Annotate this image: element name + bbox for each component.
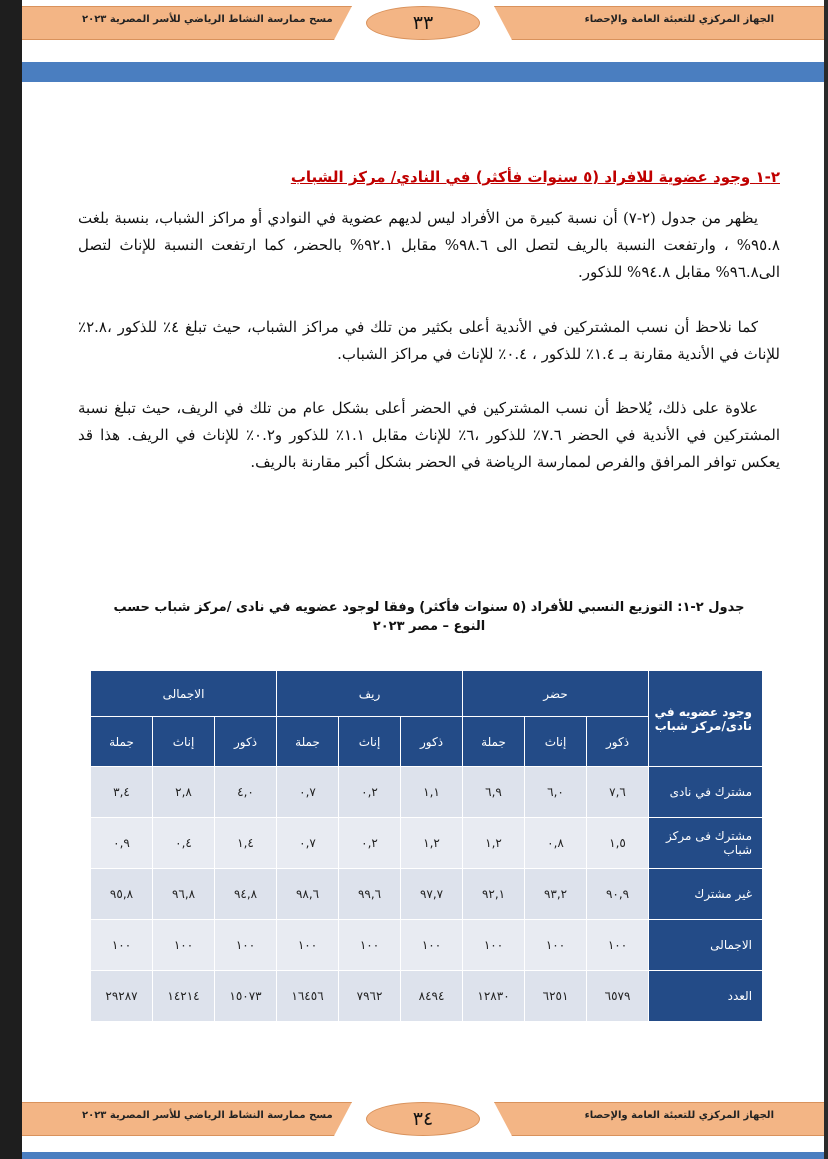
table-cell: ٧٩٦٢ <box>339 971 401 1022</box>
membership-table <box>90 670 763 1022</box>
body-paragraph-3: علاوة على ذلك، يُلاحظ أن نسب المشتركين في الحضر أعلى بشكل عام من تلك في الريف، حيث تبلغ نسبة المشتركين في الأندية في الحضر ٧.٦٪ للذكور ،٦٪ للإناث مقابل ١.١٪ للذكور و٠.٢٪ للإناث في الريف. هذا قد يعكس توافر المرافق والفرص لممارسة الرياضة في الحضر بشكل أكبر مقارنة بالريف. <box>78 399 781 471</box>
table-cell: ٩٤,٨ <box>215 869 277 920</box>
table-cell: ٩٥,٨ <box>91 869 153 920</box>
footer-agency-name: الجهاز المركزي للتعبئة العامة والإحصاء <box>584 1110 774 1121</box>
row-label: مشترك في نادى <box>649 767 763 818</box>
subheader-cell: إناث <box>153 717 215 767</box>
row-label: مشترك فى مركز شباب <box>649 818 763 869</box>
table-row <box>91 767 763 818</box>
table-cell: ٩٧,٧ <box>401 869 463 920</box>
table-cell: ١٤٢١٤ <box>153 971 215 1022</box>
group-header-rural: ريف <box>277 671 463 717</box>
table-cell: ٦٢٥١ <box>525 971 587 1022</box>
table-cell: ٢٩٢٨٧ <box>91 971 153 1022</box>
subheader-cell: ذكور <box>215 717 277 767</box>
table-cell: ١٠٠ <box>587 920 649 971</box>
table-cell: ٩٨,٦ <box>277 869 339 920</box>
footer-survey-title: مسح ممارسة النشاط الرياضي للأسر المصرية ٢٠٢٣ <box>82 1110 333 1121</box>
table-cell: ١,٥ <box>587 818 649 869</box>
table-cell: ٢,٨ <box>153 767 215 818</box>
table-row <box>91 869 763 920</box>
header-agency-name: الجهاز المركزي للتعبئة العامة والإحصاء <box>584 14 774 25</box>
table-cell: ١,٢ <box>401 818 463 869</box>
header-page-number: ٣٣ <box>366 6 480 40</box>
table-cell: ٩٩,٦ <box>339 869 401 920</box>
table-cell: ٠,٤ <box>153 818 215 869</box>
body-paragraph-2: كما نلاحظ أن نسب المشتركين في الأندية أعلى بكثير من تلك في مراكز الشباب، حيث تبلغ ٤٪ للذكور ،٢.٨٪ للإناث في الأندية مقارنة بـ ١.٤٪ للذكور ، ٠.٤٪ للإناث في مراكز الشباب. <box>78 318 780 363</box>
table-cell: ١٠٠ <box>91 920 153 971</box>
table-caption: جدول ٢-١: التوزيع النسبي للأفراد (٥ سنوات فأكثر) وفقا لوجود عضويه في نادى /مركز شباب حسب النوع – مصر ٢٠٢٣ <box>113 600 745 634</box>
table-cell: ١٠٠ <box>525 920 587 971</box>
table-cell: ١٠٠ <box>339 920 401 971</box>
footer-blue-bar <box>22 1152 824 1159</box>
table-cell: ١٠٠ <box>463 920 525 971</box>
header-survey-title: مسح ممارسة النشاط الرياضي للأسر المصرية ٢٠٢٣ <box>82 14 333 25</box>
subheader-cell: جملة <box>91 717 153 767</box>
table-corner-header: وجود عضويه في نادى/مركز شباب <box>649 671 763 767</box>
table-cell: ١٠٠ <box>401 920 463 971</box>
table-cell: ١٠٠ <box>215 920 277 971</box>
table-cell: ٨٤٩٤ <box>401 971 463 1022</box>
left-edge-strip <box>0 0 22 1159</box>
table-cell: ١,٤ <box>215 818 277 869</box>
body-paragraph-1: يظهر من جدول (٢-٧) أن نسبة كبيرة من الأفراد ليس لديهم عضوية في النوادي أو مراكز الشباب، بنسبة بلغت ٩٥.٨% ، وارتفعت النسبة بالريف لتصل الى ٩٨.٦% مقابل ٩٢.١% بالحضر، كما ارتفعت النسبة للإناث لتصل الى٩٦.٨% مقابل ٩٤.٨% للذكور. <box>78 209 780 281</box>
row-label: الاجمالى <box>649 920 763 971</box>
table-cell: ١٦٤٥٦ <box>277 971 339 1022</box>
table-cell: ٠,٨ <box>525 818 587 869</box>
table-row <box>91 920 763 971</box>
table-cell: ١٠٠ <box>277 920 339 971</box>
table-cell: ٠,٢ <box>339 818 401 869</box>
footer-page-number: ٣٤ <box>366 1102 480 1136</box>
subheader-cell: إناث <box>525 717 587 767</box>
table-cell: ٩٢,١ <box>463 869 525 920</box>
table-cell: ٩٣,٢ <box>525 869 587 920</box>
table-cell: ٠,٧ <box>277 767 339 818</box>
subheader-cell: ذكور <box>401 717 463 767</box>
table-cell: ٩٦,٨ <box>153 869 215 920</box>
table-cell: ١٠٠ <box>153 920 215 971</box>
table-cell: ٩٠,٩ <box>587 869 649 920</box>
right-edge-strip <box>824 0 828 1159</box>
group-header-total: الاجمالى <box>91 671 277 717</box>
header-blue-bar <box>22 62 824 82</box>
subheader-cell: جملة <box>277 717 339 767</box>
table-cell: ١,٢ <box>463 818 525 869</box>
subheader-cell: ذكور <box>587 717 649 767</box>
section-title: ٢-١ وجود عضوية للافراد (٥ سنوات فأكثر) في النادي/ مركز الشباب <box>290 168 780 186</box>
table-cell: ٣,٤ <box>91 767 153 818</box>
subheader-cell: جملة <box>463 717 525 767</box>
table-cell: ١٥٠٧٣ <box>215 971 277 1022</box>
page-footer <box>22 1102 824 1134</box>
row-label: العدد <box>649 971 763 1022</box>
page-header <box>22 6 824 38</box>
table-cell: ٦,٠ <box>525 767 587 818</box>
table-row <box>91 971 763 1022</box>
table-cell: ٦,٩ <box>463 767 525 818</box>
table-cell: ١,١ <box>401 767 463 818</box>
group-header-urban: حضر <box>463 671 649 717</box>
table-cell: ٤,٠ <box>215 767 277 818</box>
table-cell: ٧,٦ <box>587 767 649 818</box>
table-row <box>91 818 763 869</box>
subheader-cell: إناث <box>339 717 401 767</box>
table-cell: ٠,٩ <box>91 818 153 869</box>
row-label: غير مشترك <box>649 869 763 920</box>
table-cell: ٦٥٧٩ <box>587 971 649 1022</box>
table-cell: ٠,٢ <box>339 767 401 818</box>
table-cell: ٠,٧ <box>277 818 339 869</box>
table-cell: ١٢٨٣٠ <box>463 971 525 1022</box>
